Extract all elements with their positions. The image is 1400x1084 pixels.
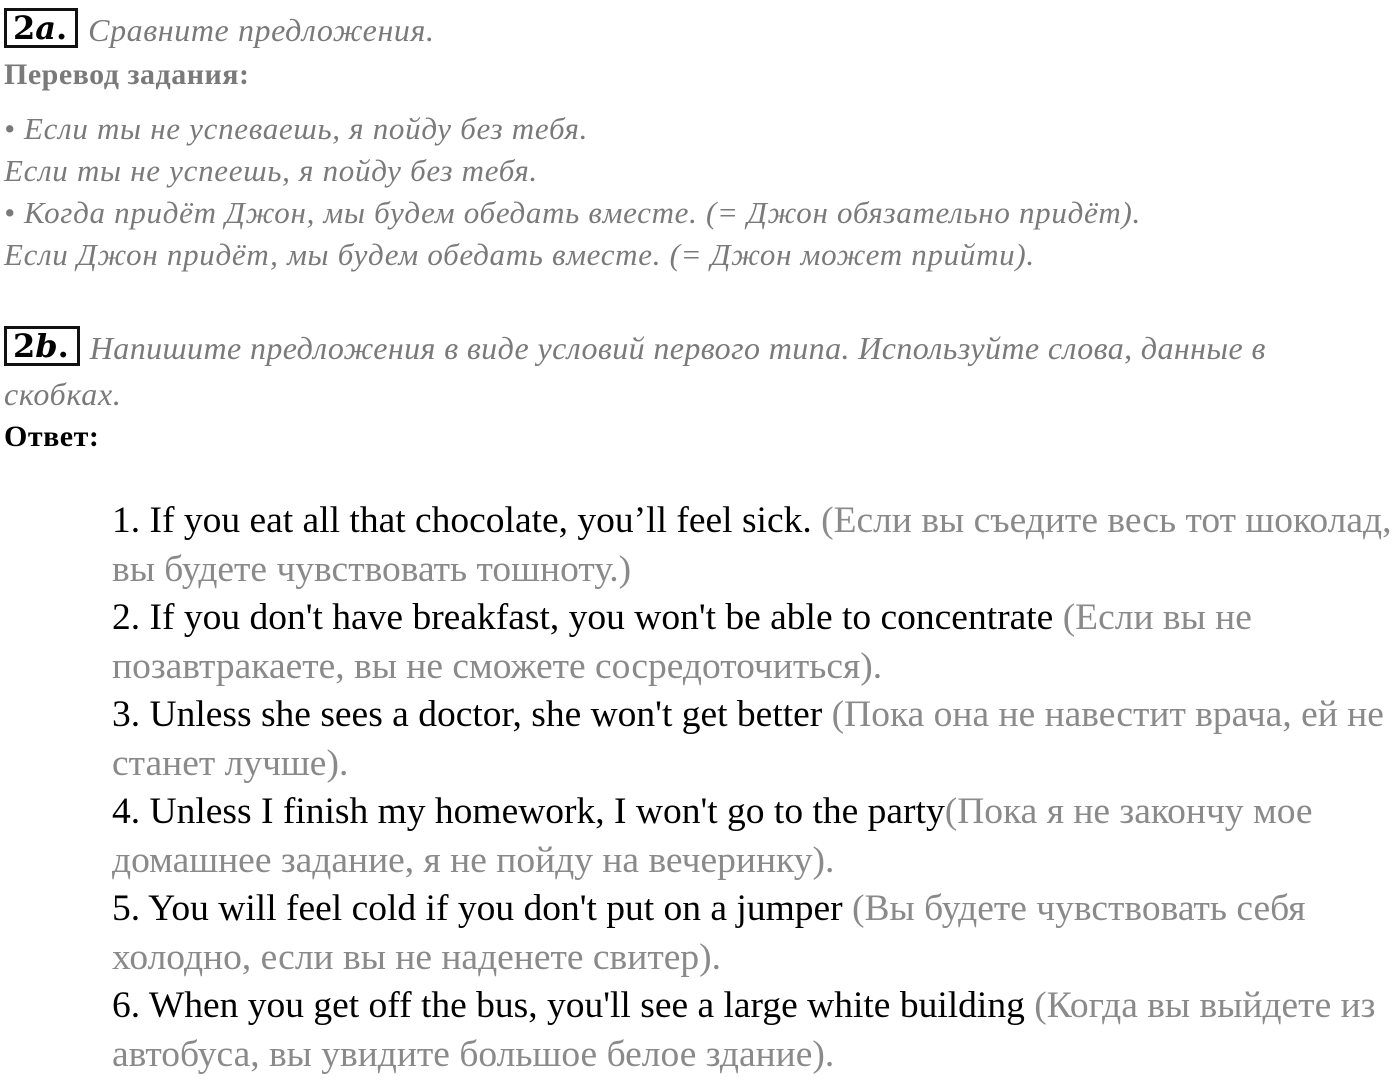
- answer-3-english: 3. Unless she sees a doctor, she won't get better: [112, 694, 823, 735]
- task-2b-badge-letter: b: [35, 327, 58, 365]
- translation-line-4: Если Джон придёт, мы будем обедать вместе. (= Джон может прийти).: [4, 237, 1035, 272]
- answer-list: [112, 497, 1400, 1079]
- answer-label: Ответ:: [4, 420, 100, 453]
- answer-6-russian: (Когда вы выйдете из автобуса, вы увидите большое белое здание).: [112, 985, 1376, 1075]
- task-2b-instruction-line-2: скобках.: [4, 376, 122, 412]
- task-2b-badge-number: 2: [13, 327, 36, 365]
- answer-2-russian: (Если вы не позавтракаете, вы не сможете сосредоточиться).: [112, 597, 1252, 687]
- task-2a-badge-dot: .: [56, 9, 68, 47]
- task-2a-instruction: Сравните предложения.: [88, 12, 435, 48]
- answer-item-1: [112, 497, 1400, 594]
- answer-4-russian: (Пока я не закончу мое домашнее задание, я не пойду на вечеринку).: [112, 791, 1313, 881]
- task-2b-instruction-line-1: Напишите предложения в виде условий первого типа. Используйте слова, данные в: [89, 330, 1266, 366]
- answer-2-english: 2. If you don't have breakfast, you won't be able to concentrate: [112, 597, 1054, 638]
- answer-item-5: [112, 885, 1400, 982]
- task-2b-badge-dot: .: [57, 327, 69, 365]
- answer-5-russian: (Вы будете чувствовать себя холодно, если вы не наденете свитер).: [112, 888, 1306, 978]
- task-2b-badge: [4, 326, 80, 366]
- answer-item-2: [112, 594, 1400, 691]
- answer-item-6: [112, 982, 1400, 1079]
- task-2a-badge-number: 2: [13, 9, 36, 47]
- task-2a-badge-letter: a: [35, 9, 56, 47]
- answer-1-russian: (Если вы съедите весь тот шоколад, вы будете чувствовать тошноту.): [112, 500, 1392, 590]
- task-2b-header: [4, 326, 1266, 370]
- task-2a-header: [4, 8, 435, 52]
- answer-item-4: [112, 788, 1400, 885]
- translation-line-1: • Если ты не успеваешь, я пойду без тебя.: [4, 111, 589, 146]
- answer-6-english: 6. When you get off the bus, you'll see a large white building: [112, 985, 1025, 1026]
- answer-5-english: 5. You will feel cold if you don't put on a jumper: [112, 888, 843, 929]
- answer-1-english: 1. If you eat all that chocolate, you’ll feel sick.: [112, 500, 822, 541]
- translation-line-3: • Когда придёт Джон, мы будем обедать вместе. (= Джон обязательно придёт).: [4, 195, 1141, 230]
- answer-3-russian: (Пока она не навестит врача, ей не станет лучше).: [112, 694, 1384, 784]
- answer-4-english: 4. Unless I finish my homework, I won't go to the party: [112, 791, 945, 832]
- task-2a-badge: [4, 8, 78, 48]
- translation-label: Перевод задания:: [4, 58, 250, 91]
- translation-line-2: Если ты не успеешь, я пойду без тебя.: [4, 153, 538, 188]
- answer-item-3: [112, 691, 1400, 788]
